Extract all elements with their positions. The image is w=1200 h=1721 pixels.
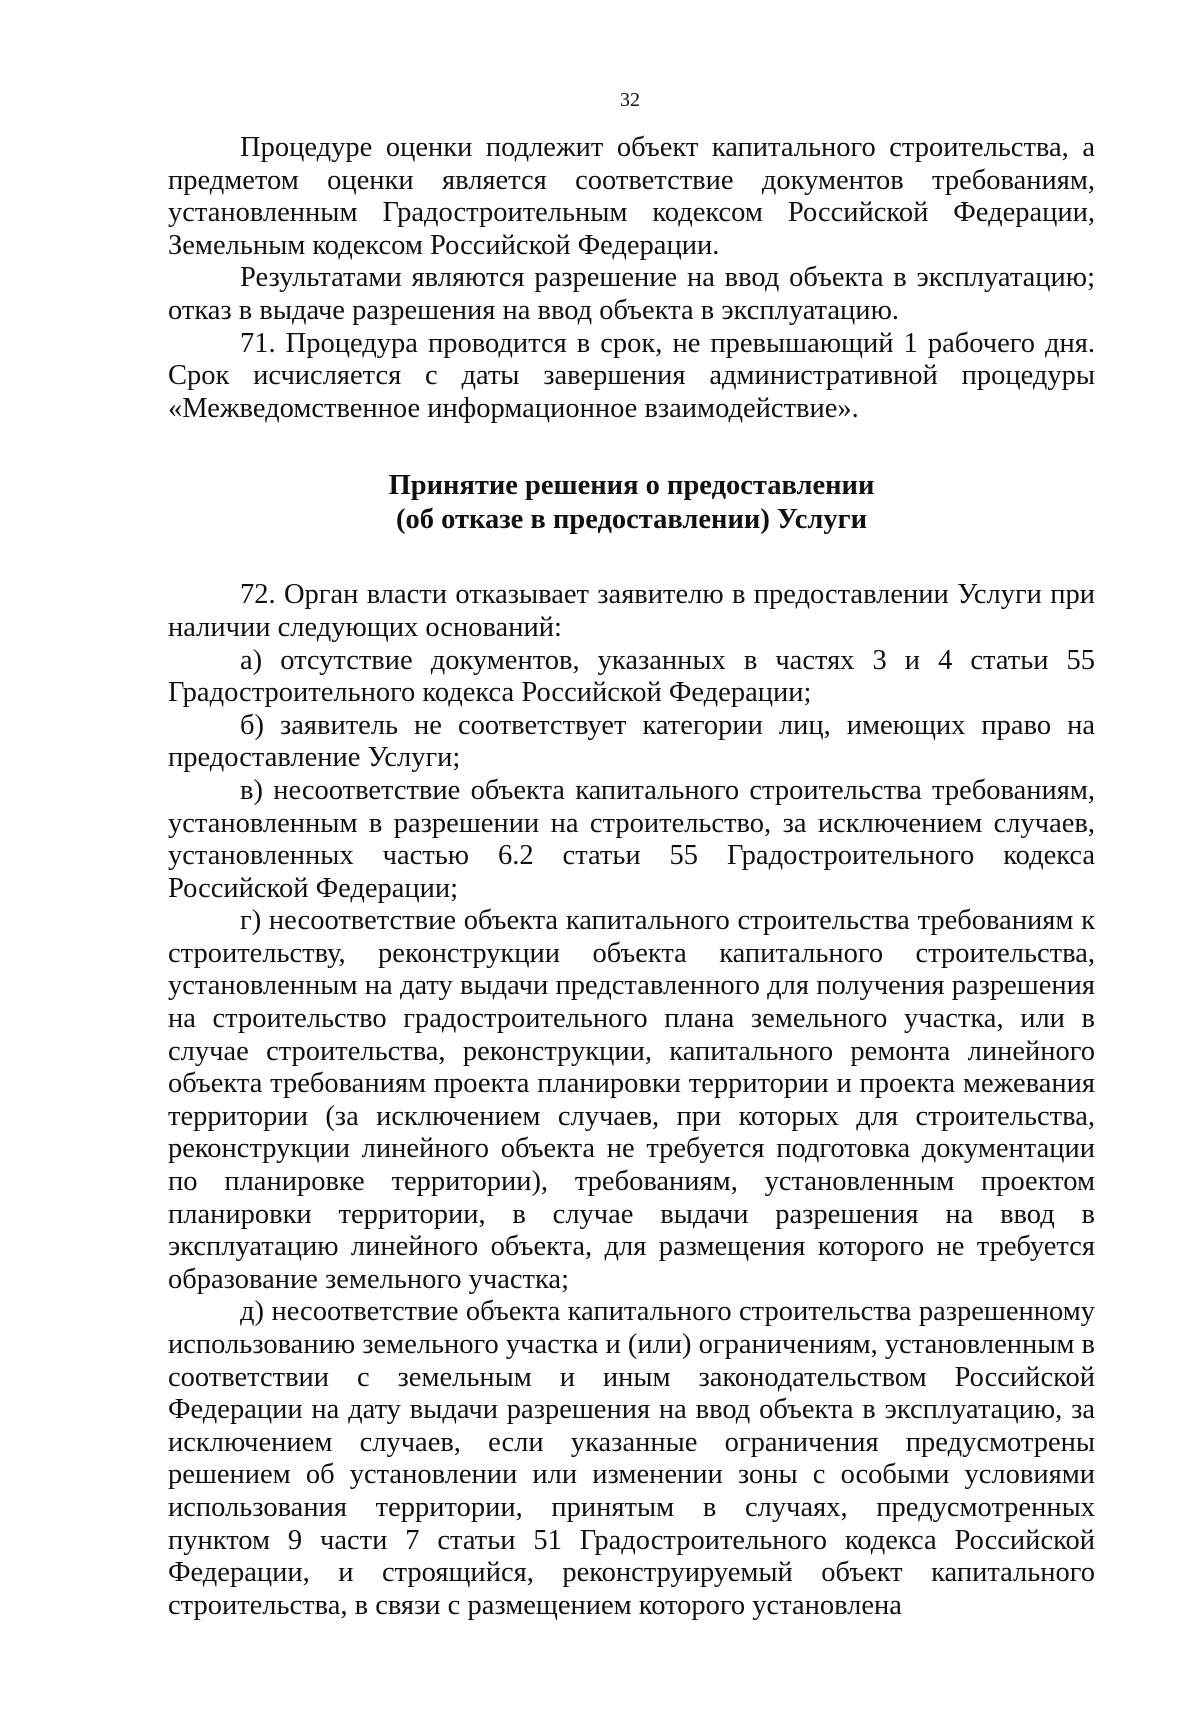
list-item: г) несоответствие объекта капитального строительства требованиям к строительству, реконструкции объекта капитального строительства, установленным на дату выдачи представленного для получения разрешения на строительство градостроительного плана земельного участка, или в случае строительства, реконструкции, капитального ремонта линейного объекта требованиям проекта планировки территории и проекта межевания территории (за исключением случаев, при которых для строительства, реконструкции линейного объекта не требуется подготовка документации по планировке территории), требованиям, установленным проектом планировки территории, в случае выдачи разрешения на ввод в эксплуатацию линейного объекта, для размещения которого не требуется образование земельного участка; [168, 905, 1095, 1295]
list-item: а) отсутствие документов, указанных в частях 3 и 4 статьи 55 Градостроительного кодекса Российской Федерации; [168, 644, 1095, 709]
paragraph: Процедуре оценки подлежит объект капитального строительства, а предметом оценки является соответствие документов требованиям, установленным Градостроительным кодексом Российской Федерации, Земельным кодексом Российской Федерации. [168, 132, 1095, 261]
list-item: в) несоответствие объекта капитального строительства требованиям, установленным в разрешении на строительство, за исключением случаев, установленных частью 6.2 статьи 55 Градостроительного кодекса Российской Федерации; [168, 774, 1095, 904]
section-heading-line: Принятие решения о предоставлении [388, 470, 875, 502]
paragraph: 71. Процедура проводится в срок, не превышающий 1 рабочего дня. Срок исчисляется с даты завершения административной процедуры «Межведомственное информационное взаимодействие». [168, 327, 1095, 424]
document-body [168, 132, 1095, 1622]
paragraph: Результатами являются разрешение на ввод объекта в эксплуатацию; отказ в выдаче разрешения на ввод объекта в эксплуатацию. [168, 262, 1095, 326]
paragraph: 72. Орган власти отказывает заявителю в предоставлении Услуги при наличии следующих оснований: [168, 579, 1095, 643]
list-item: д) несоответствие объекта капитального строительства разрешенному использованию земельного участка и (или) ограничениям, установленным в соответствии с земельным и иным законодательством Российской Федерации на дату выдачи разрешения на ввод объекта в эксплуатацию, за исключением случаев, если указанные ограничения предусмотрены решением об установлении или изменении зоны с особыми условиями использования территории, принятым в случаях, предусмотренных пунктом 9 части 7 статьи 51 Градостроительного кодекса Российской Федерации, и строящийся, реконструируемый объект капитального строительства, в связи с размещением которого установлена [168, 1296, 1095, 1621]
section-heading-line: (об отказе в предоставлении) Услуги [395, 504, 868, 536]
list-item: б) заявитель не соответствует категории лиц, имеющих право на предоставление Услуги; [168, 709, 1095, 774]
section-heading [168, 469, 1095, 537]
page-number: 32 [620, 89, 640, 111]
